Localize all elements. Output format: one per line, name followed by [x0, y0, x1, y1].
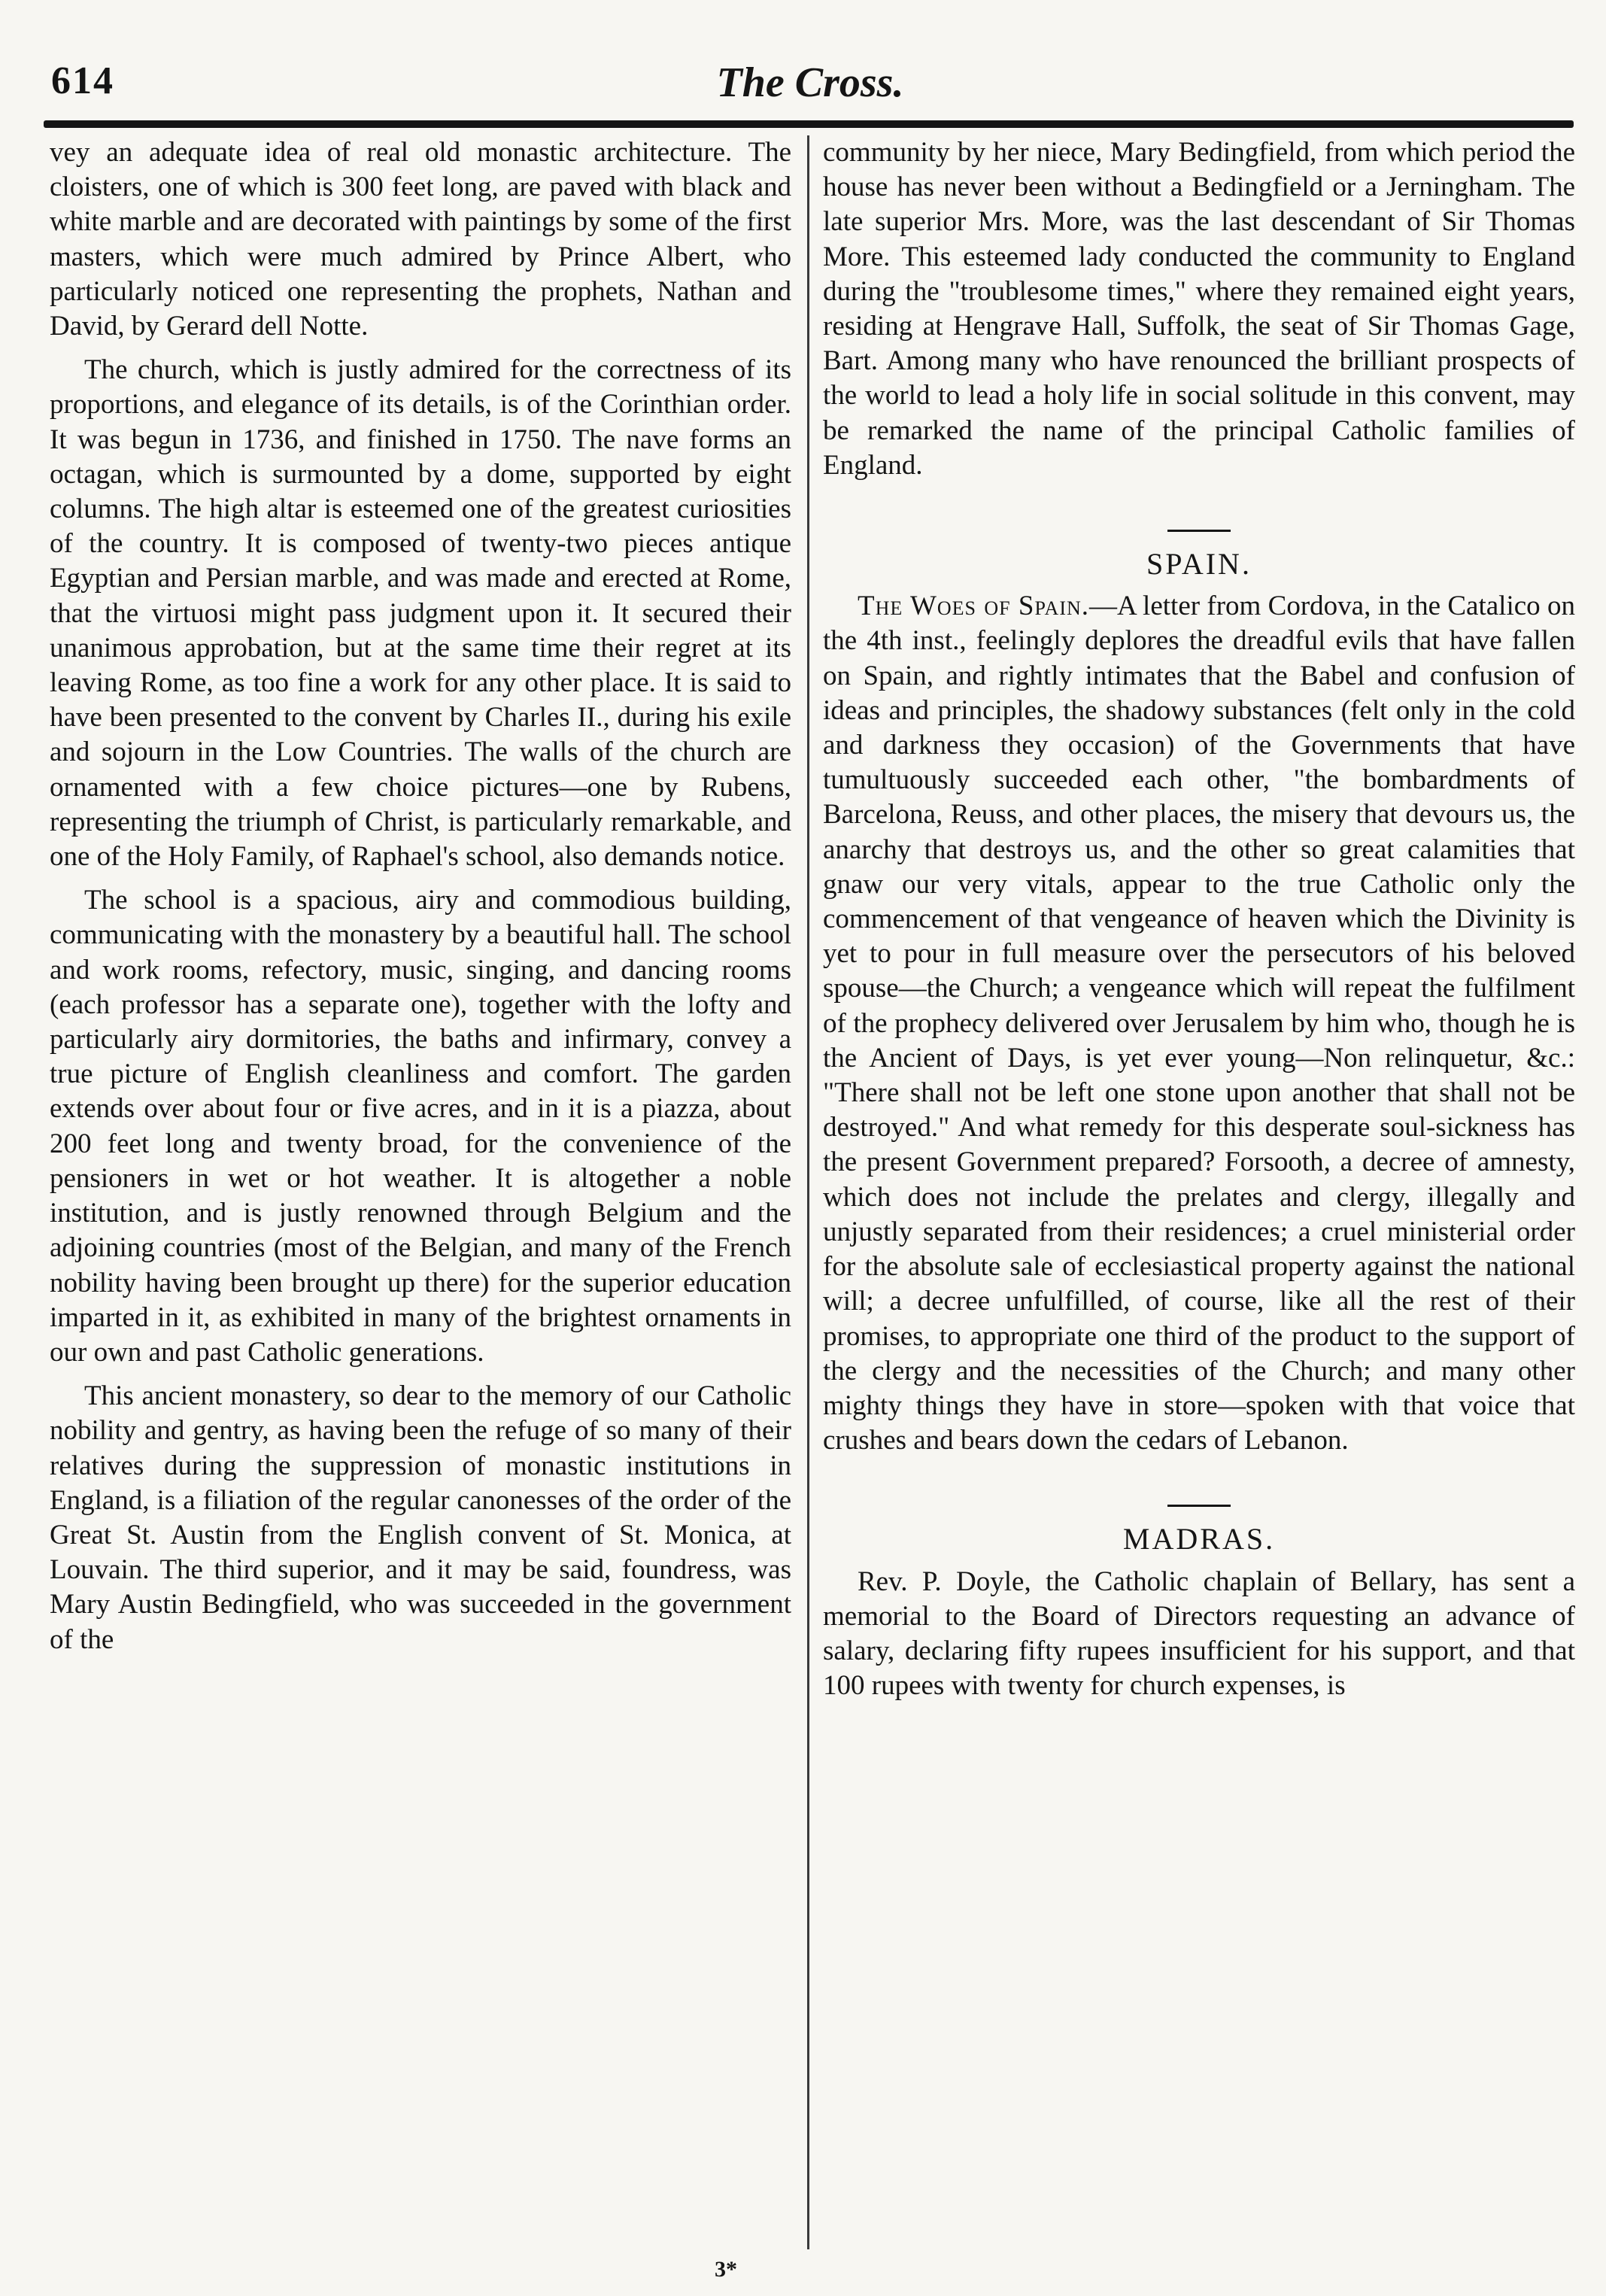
paragraph-school: The school is a spacious, airy and commodious building, communicating with the monastery by a beautiful hall. The school and work rooms, refectory, music, singing, and dancing rooms (each professor has a separate one), together with the lofty and particularly airy dormitories, the baths and infirmary, convey a true picture of English cleanliness and comfort. The garden extends over about four or five acres, and in it is a piazza, about 200 feet long and twenty broad, for the convenience of the pensioners in wet or hot weather. It is altogether a noble institution, and is justly renowned through Belgium and the adjoining countries (most of the Belgian, and many of the French nobility having been brought up there) for the superior education imparted in it, as exhibited in many of the brightest ornaments in our own and past Catholic generations.: [50, 885, 791, 1368]
section-heading-spain: SPAIN.: [1146, 547, 1252, 582]
section-divider-madras: [1167, 1505, 1231, 1507]
header-rule: [44, 120, 1574, 128]
paragraph-cloisters: vey an adequate idea of real old monastic architecture. The cloisters, one of which is 300 feet long, are paved with black and white marble and are decorated with paintings by some of the first masters, which were much admired by Prince Albert, who particularly noticed one representing the prophets, Nathan and David, by Gerard dell Notte.: [50, 137, 791, 342]
section-heading-madras: MADRAS.: [1122, 1522, 1276, 1556]
page-header: [47, 59, 1574, 119]
left-column: [50, 135, 791, 1657]
right-column: [823, 135, 1575, 1703]
article-spain-body: —A letter from Cordova, in the Catalico on the 4th inst., feelingly deplores the dreadful evils that have fallen on Spain, and rightly intimates that the Babel and confusion of ideas and principles, the shadowy substances (felt only in the cold and darkness they occasion) of the Governments that have tumultuously succeeded each other, "the bombardments of Barcelona, Reuss, and other places, the misery that devours us, the anarchy that destroys us, and the other so great calamities that gnaw our very vitals, appear to the true Catholic only the commencement of that vengeance of heaven which the Divinity is yet to pour in full measure over the persecutors of his beloved spouse—the Church; a vengeance which will repeat the fulfilment of the prophecy delivered over Jerusalem by him who, though he is the Ancient of Days, is yet ever young—Non relinquetur, &c.: "There shall not be left one stone upon another that shall not be destroyed." And what remedy for this desperate soul-sickness has the present Government prepared? Forsooth, a decree of amnesty, which does not include the prelates and clergy, illegally and unjustly separated from their residences; a cruel ministerial order for the absolute sale of ecclesiastical property against the national will; a decree unfulfilled, of course, like all the rest of their promises, to appropriate one third of the product to the support of the clergy and the necessities of the Church; and many other mighty things they have in store—spoken with that voice that crushes and bears down the cedars of Lebanon.: [823, 591, 1576, 1456]
paragraph-continuation: community by her niece, Mary Bedingfield, from which period the house has never been without a Bedingfield or a Jerningham. The late superior Mrs. More, was the last descendant of Sir Thomas More. This esteemed lady conducted the community to England during the "troublesome times," where they remained eight years, residing at Hengrave Hall, Suffolk, the seat of Sir Thomas Gage, Bart. Among many who have renounced the brilliant prospects of the world to lead a holy life in social solitude in this convent, may be remarked the name of the principal Catholic families of England.: [823, 137, 1575, 481]
article-spain-run-in: The Woes of Spain.: [858, 591, 1090, 622]
paragraph-monastery: This ancient monastery, so dear to the memory of our Catholic nobility and gentry, as having been the refuge of so many of their relatives during the suppression of monastic institutions in England, is a filiation of the regular canonesses of the order of the Great St. Austin from the English convent of St. Monica, at Louvain. The third superior, and it may be said, foundress, was Mary Austin Bedingfield, who was succeeded in the government of the: [50, 1380, 791, 1655]
article-spain: [823, 589, 1575, 1458]
running-title: The Cross.: [716, 59, 904, 106]
signature-mark: 3*: [715, 2257, 737, 2282]
article-madras: Rev. P. Doyle, the Catholic chaplain of Bellary, has sent a memorial to the Board of Directors requesting an advance of salary, declaring fifty rupees insufficient for his support, and that 100 rupees with twenty for church expenses, is: [823, 1566, 1575, 1702]
section-divider-spain: [1167, 530, 1231, 532]
column-divider: [807, 135, 809, 2249]
paragraph-church: The church, which is justly admired for the correctness of its proportions, and elegance of its details, is of the Corinthian order. It was begun in 1736, and finished in 1750. The nave forms an octagan, which is surmounted by a dome, supported by eight columns. The high altar is esteemed one of the greatest curiosities of the country. It is composed of twenty-two pieces antique Egyptian and Persian marble, and was made and erected at Rome, that the virtuosi might pass judgment upon it. It secured their unanimous approbation, but at the same time their regret at its leaving Rome, as too fine a work for any other place. It is said to have been presented to the convent by Charles II., during his exile and sojourn in the Low Countries. The walls of the church are ornamented with a few choice pictures—one by Rubens, representing the triumph of Christ, is particularly remarkable, and one of the Holy Family, of Raphael's school, also demands notice.: [50, 354, 791, 873]
page-number: 614: [51, 59, 114, 102]
